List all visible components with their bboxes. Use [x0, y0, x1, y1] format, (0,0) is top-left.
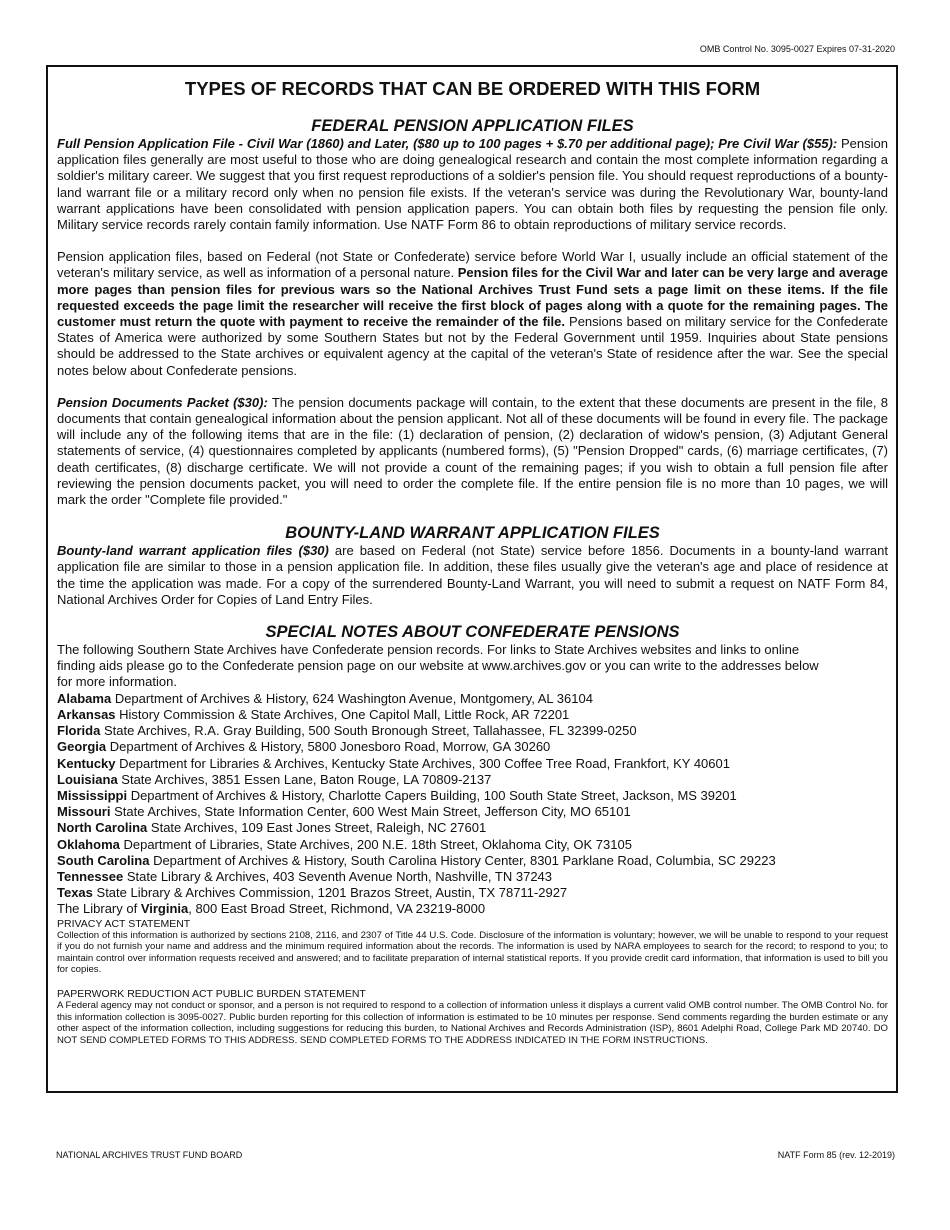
pension-files-text-a: Pension application files, based on Federal (not State or Confederate) service before World War I, usually include an official statement of the veteran's military service, as well as information of a personal nature.	[57, 249, 888, 281]
state-address: Department of Archives & History, 624 Washington Avenue, Montgomery, AL 36104	[111, 690, 593, 706]
omb-control-number: OMB Control No. 3095-0027 Expires 07-31-2020	[699, 44, 895, 54]
privacy-act-heading: PRIVACY ACT STATEMENT	[57, 917, 191, 930]
state-name: Oklahoma	[57, 836, 120, 852]
bounty-land-lead: Bounty-land warrant application files ($30)	[57, 543, 329, 559]
records-frame	[46, 65, 898, 1093]
state-name: Texas	[57, 885, 93, 901]
state-name: Arkansas	[57, 706, 116, 722]
state-address: Department of Archives & History, Charlotte Capers Building, 100 South State Street, Jackson, MS 39201	[127, 787, 737, 803]
state-archive-item	[57, 772, 888, 788]
state-address: Department of Archives & History, 5800 Jonesboro Road, Morrow, GA 30260	[106, 739, 551, 755]
privacy-act-text: Collection of this information is authorized by sections 2108, 2116, and 2307 of Title 44 U.S. Code. Disclosure of the information is voluntary; however, we will be unable to respond to your request if you do not furnish your name and address and the minimum required information about the records. The information is used by NARA employees to search for the record; to respond to you; to maintain control over information requests received and answered; and to facilitate preparation of internal statistical reports. If you provide credit card information, that information is used to bill you for copies.	[57, 929, 888, 976]
state-archive-item	[57, 739, 888, 755]
state-name: Virginia	[140, 901, 189, 917]
full-pension-lead: Full Pension Application File - Civil War (1860) and Later, ($80 up to 100 pages + $.70 per additional page); Pre Civil War ($55):	[57, 136, 838, 151]
state-address: State Archives, 3851 Essen Lane, Baton Rouge, LA 70809-2137	[117, 771, 492, 787]
state-address: Department of Libraries, State Archives, 200 N.E. 18th Street, Oklahoma City, OK 73105	[119, 836, 632, 852]
state-name: Kentucky	[57, 755, 116, 771]
state-address: State Library & Archives, 403 Seventh Avenue North, Nashville, TN 37243	[123, 868, 553, 884]
documents-packet-text: The pension documents package will contain, to the extent that these documents are present in the file, 8 documents that contain genealogical information about the pension applicant. Not all of these documents will be found in every file. The package will include any of the following items that are in the file: (1) declaration of pension, (2) declaration of widow's pension, (3) Adjutant General statements of service, (4) questionnaires completed by applicants (numbered forms), (5) "Pension Dropped" cards, (6) marriage certificates, (7) death certificates, (8) discharge certificate. We will not provide a count of the remaining pages; if you wish to obtain a full pension file after reviewing the pension documents packet, you will need to order the complete file. If the entire pension file is no more than 10 pages, we will mark the order "Complete file provided."	[57, 394, 888, 508]
paperwork-reduction-heading: PAPERWORK REDUCTION ACT PUBLIC BURDEN STATEMENT	[57, 987, 366, 1000]
state-name: Louisiana	[57, 771, 118, 787]
state-archive-item	[57, 723, 888, 739]
state-name: Tennessee	[57, 868, 124, 884]
state-archive-item	[57, 853, 888, 869]
state-name: North Carolina	[57, 820, 148, 836]
state-address: State Library & Archives Commission, 1201 Brazos Street, Austin, TX 78711-2927	[92, 885, 568, 901]
state-name: Georgia	[57, 739, 107, 755]
confederate-intro-line-2: finding aids please go to the Confederate pension page on our website at www.archives.gov or you can write to the addresses below	[57, 658, 819, 674]
virginia-prefix: The Library of	[57, 901, 141, 917]
state-archive-item	[57, 691, 888, 707]
confederate-heading: SPECIAL NOTES ABOUT CONFEDERATE PENSIONS	[265, 623, 680, 642]
state-archive-item	[57, 885, 888, 901]
full-pension-paragraph	[57, 136, 888, 233]
pension-files-text-c: Pensions based on military service for the Confederate States of America were authorized by some Southern States but not by the Federal Government until 1959. Inquiries about State pensions should be addressed to the State archives or equivalent agency at the capital of the veteran's State of residence after the war. See the special notes below about Confederate pensions.	[57, 314, 889, 378]
state-archive-item	[57, 837, 888, 853]
state-address: History Commission & State Archives, One Capitol Mall, Little Rock, AR 72201	[115, 706, 570, 722]
state-name: Florida	[57, 723, 101, 739]
state-name: Alabama	[57, 690, 112, 706]
state-archive-item	[57, 788, 888, 804]
pension-files-page-limit: Pension files for the Civil War and later can be very large and average more pages than pension files for previous wars so the National Archives Trust Fund sets a page limit on these items. If the file requested exceeds the page limit the researcher will receive the first block of pages along with a quote for the remaining pages. The customer must return the quote with payment to receive the remainder of the file.	[57, 265, 888, 330]
bounty-land-paragraph	[57, 543, 888, 608]
full-pension-text: Pension application files generally are most useful to those who are doing genealogical research and contain the most complete information regarding a soldier's military career. We suggest that you first request reproductions of a soldier's pension file. You should request reproductions of a bounty-land warrant file or a military record only when no pension file exists. If the veteran's service was during the Revolutionary War, bounty-land warrant applications have been consolidated with pension application papers. You can obtain both files by requesting the pension file only. Military service records rarely contain family information. Use NATF Form 86 to obtain reproductions of military service records.	[57, 136, 888, 233]
state-name: Missouri	[57, 804, 111, 820]
bounty-land-text: are based on Federal (not State) service before 1856. Documents in a bounty-land warrant application file are similar to those in a pension application file. In addition, these files usually give the veteran's age and place of residence at the time the application was made. For a copy of the surrendered Bounty-Land Warrant, you will need to submit a request on NATF Form 84, National Archives Order for Copies of Land Entry Files.	[57, 543, 888, 607]
state-address: State Archives, 109 East Jones Street, Raleigh, NC 27601	[147, 820, 487, 836]
state-archive-item	[57, 804, 888, 820]
state-archives-list	[57, 691, 888, 918]
bounty-land-heading: BOUNTY-LAND WARRANT APPLICATION FILES	[285, 524, 660, 543]
state-address: , 800 East Broad Street, Richmond, VA 23219-8000	[188, 901, 486, 917]
paperwork-reduction-text: A Federal agency may not conduct or sponsor, and a person is not required to respond to a collection of information unless it displays a current valid OMB control number. The OMB Control No. for this information collection is 3095-0027. Public burden reporting for this collection of information is estimated to be 10 minutes per response. Send comments regarding the burden estimate or any other aspect of the information collection, including suggestions for reducing this burden, to National Archives and Records Administration (ISP), 8601 Adelphi Road, College Park MD 20740. DO NOT SEND COMPLETED FORMS TO THIS ADDRESS. SEND COMPLETED FORMS TO THE ADDRESS INDICATED IN THE FORM INSTRUCTIONS.	[57, 999, 888, 1046]
confederate-intro-line-1: The following Southern State Archives have Confederate pension records. For links to State Archives websites and links to online	[57, 642, 800, 658]
state-archive-item-virginia	[57, 901, 888, 917]
state-address: Department for Libraries & Archives, Kentucky State Archives, 300 Coffee Tree Road, Frankfort, KY 40601	[115, 755, 730, 771]
documents-packet-paragraph	[57, 395, 888, 508]
pension-files-paragraph	[57, 249, 888, 379]
state-archive-item	[57, 707, 888, 723]
footer-agency: NATIONAL ARCHIVES TRUST FUND BOARD	[56, 1150, 243, 1160]
state-name: South Carolina	[57, 852, 150, 868]
page-title: TYPES OF RECORDS THAT CAN BE ORDERED WITH THIS FORM	[184, 78, 761, 99]
state-address: State Archives, State Information Center, 600 West Main Street, Jefferson City, MO 65101	[110, 804, 631, 820]
state-name: Mississippi	[57, 787, 128, 803]
state-address: Department of Archives & History, South Carolina History Center, 8301 Parklane Road, Columbia, SC 29223	[149, 852, 776, 868]
confederate-intro-line-3: for more information.	[57, 674, 177, 690]
state-archive-item	[57, 820, 888, 836]
state-archive-item	[57, 756, 888, 772]
footer-form-number: NATF Form 85 (rev. 12-2019)	[777, 1150, 895, 1160]
federal-pension-heading: FEDERAL PENSION APPLICATION FILES	[311, 117, 634, 135]
documents-packet-lead: Pension Documents Packet ($30):	[57, 394, 268, 410]
state-archive-item	[57, 869, 888, 885]
state-address: State Archives, R.A. Gray Building, 500 South Bronough Street, Tallahassee, FL 32399-0250	[100, 723, 637, 739]
